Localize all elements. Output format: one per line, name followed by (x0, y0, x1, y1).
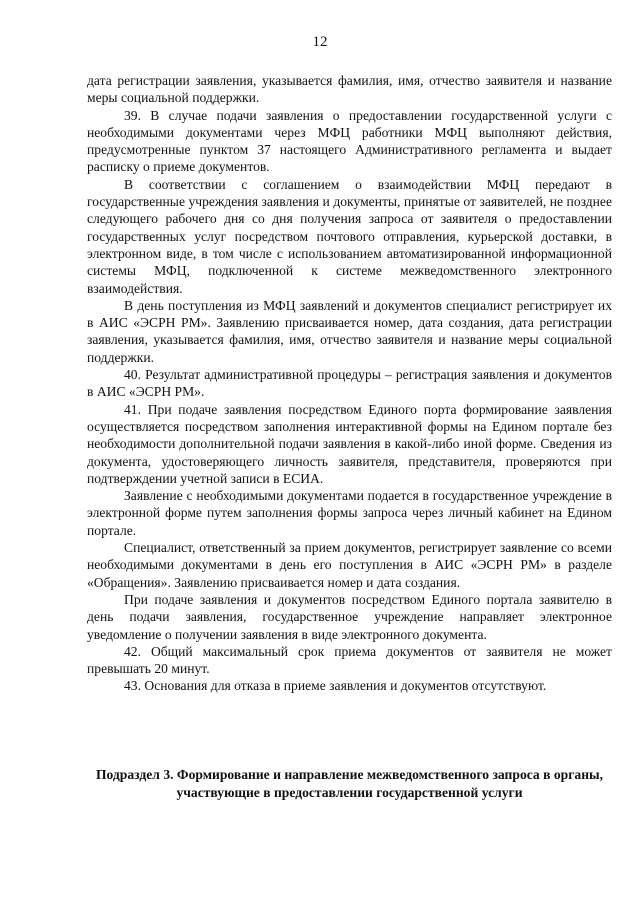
paragraph-39: 39. В случае подачи заявления о предоставлении государственной услуги с необходимыми документами через МФЦ работники МФЦ выполняют действия, предусмотренные пунктом 37 настоящего Административного регламента и выдает расписку о приеме документов. (87, 107, 612, 175)
paragraph-mfc-registration: В день поступления из МФЦ заявлений и документов специалист регистрирует их в АИС «ЭСРН РМ». Заявлению присваивается номер, дата создания, дата регистрации заявления, указывается фамилия, имя, отчество заявителя и название меры социальной поддержки. (87, 297, 612, 365)
paragraph-42: 42. Общий максимальный срок приема документов от заявителя не может превышать 20 минут. (87, 643, 612, 677)
paragraph-40: 40. Результат административной процедуры – регистрация заявления и документов в АИС «ЭСРН РМ». (87, 367, 612, 400)
paragraph-43: 43. Основания для отказа в приеме заявления и документов отсутствуют. (124, 678, 547, 694)
paragraph-mfc-agreement: В соответствии с соглашением о взаимодействии МФЦ передают в государственные учреждения заявления и документы, принятые от заявителей, не позднее следующего рабочего дня со дня получения запроса от заявителя о предоставлении государственных услуг посредством почтового отправления, курьерской доставки, в электронном виде, в том числе с использованием автоматизированной информационной системы МФЦ, подключенной к системе межведомственного электронного взаимодействия. (87, 176, 612, 296)
body-text (87, 72, 612, 695)
subsection-heading: Подраздел 3. Формирование и направление межведомственного запроса в органы, участвующие в предоставлении государственной услуги (95, 767, 604, 800)
paragraph-41: 41. При подаче заявления посредством Единого порта формирование заявления осуществляется посредством заполнения интерактивной формы на Едином портале без необходимости дополнительной подачи заявления в какой-либо иной форме. Сведения из документа, удостоверяющего личность заявителя, представителя, проверяются при подтверждении учетной записи в ЕСИА. (87, 401, 612, 486)
paragraph-continuation: дата регистрации заявления, указывается фамилия, имя, отчество заявителя и название меры социальной поддержки. (87, 73, 612, 106)
paragraph-electronic-submission: Заявление с необходимыми документами подается в государственное учреждение в электронной форме путем заполнения формы запроса через личный кабинет на Едином портале. (87, 488, 612, 538)
page-number: 12 (312, 34, 328, 50)
paragraph-specialist-registration: Специалист, ответственный за прием документов, регистрирует заявление со всеми необходимыми документами в день его поступления в АИС «ЭСРН РМ» в разделе «Обращения». Заявлению присваивается номер и дата создания. (87, 540, 612, 590)
paragraph-electronic-notification: При подаче заявления и документов посредством Единого портала заявителю в день подачи заявления, государственное учреждение направляет электронное уведомление о получении заявления в виде электронного документа. (87, 591, 612, 642)
